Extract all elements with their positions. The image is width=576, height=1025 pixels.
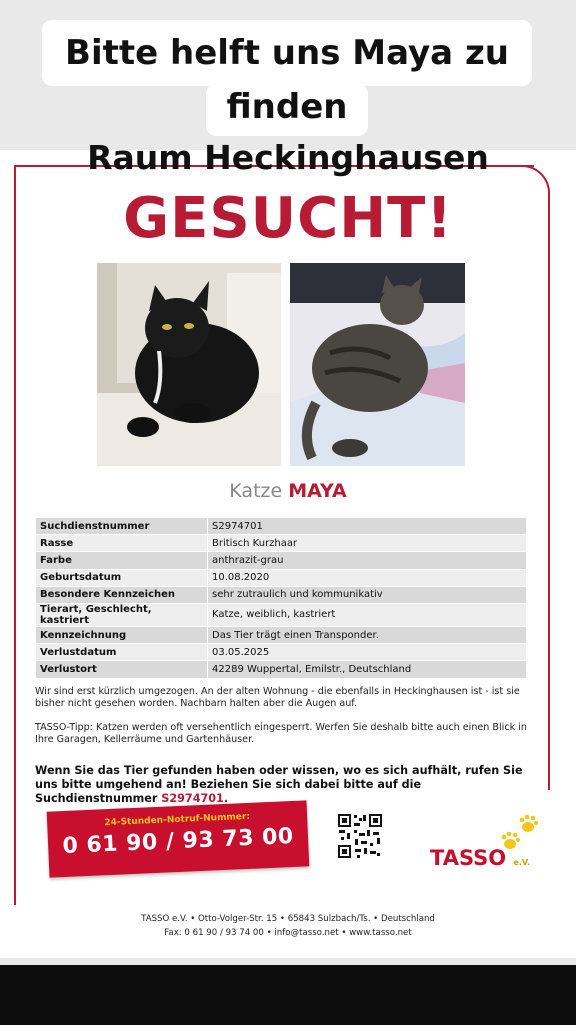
story-bottom-bar	[0, 965, 576, 1025]
hotline-label: 24-Stunden-Notruf-Nummer:	[104, 811, 251, 829]
qr-code-icon[interactable]	[337, 813, 383, 859]
call-to-action	[35, 764, 535, 806]
tasso-logo	[430, 846, 530, 870]
footer-contact: Fax: 0 61 90 / 93 74 00 • info@tasso.net • www.tasso.net	[164, 928, 412, 938]
table-value: S2974701	[208, 518, 527, 535]
table-value: sehr zutraulich und kommunikativ	[208, 586, 527, 603]
hotline-number[interactable]: 0 61 90 / 93 73 00	[61, 823, 295, 860]
cat-name: MAYA	[288, 480, 347, 502]
table-row	[36, 661, 527, 678]
table-value: anthrazit-grau	[208, 552, 527, 569]
table-key: Geburtsdatum	[36, 569, 208, 586]
species-label: Katze	[229, 480, 283, 502]
headline-line-1: Bitte helft uns Maya zu	[42, 20, 532, 86]
qr-code-graphic	[337, 813, 383, 859]
search-service-number: S2974701.	[161, 792, 229, 805]
table-row	[36, 586, 527, 603]
table-row	[36, 644, 527, 661]
moving-note: Wir sind erst kürzlich umgezogen. An der alten Wohnung - die ebenfalls in Heckinghausen ist - ist sie bisher nicht gesehen worden. Nachbarn halten aber die Augen auf.	[35, 686, 520, 709]
table-value: Britisch Kurzhaar	[208, 535, 527, 552]
tasso-tip: TASSO-Tipp: Katzen werden oft versehentlich eingesperrt. Werfen Sie deshalb bitte auch einen Blick in Ihre Garagen, Kellerräume und Gartenhäuser.	[35, 722, 527, 745]
cat-photo-1-illustration	[97, 263, 281, 466]
call-to-action-text: Wenn Sie das Tier gefunden haben oder wissen, wo es sich aufhält, rufen Sie uns bitte umgehend an! Beziehen Sie sich dabei bitte auf die Suchdienstnummer	[35, 764, 523, 805]
table-row	[36, 603, 527, 626]
table-row	[36, 535, 527, 552]
table-value: Das Tier trägt einen Transponder.	[208, 626, 527, 643]
table-value: 03.05.2025	[208, 644, 527, 661]
table-value: 42289 Wuppertal, Emilstr., Deutschland	[208, 661, 527, 678]
table-key: Tierart, Geschlecht, kastriert	[36, 603, 208, 626]
hotline-banner	[47, 800, 310, 877]
table-key: Kennzeichnung	[36, 626, 208, 643]
poster-title: GESUCHT!	[123, 186, 453, 251]
table-row	[36, 569, 527, 586]
table-key: Verlustdatum	[36, 644, 208, 661]
table-row	[36, 518, 527, 535]
headline-line-3: Raum Heckinghausen	[87, 138, 489, 177]
cat-photo-1	[97, 263, 281, 466]
tasso-logo-text: TASSO	[430, 846, 507, 870]
table-key: Rasse	[36, 535, 208, 552]
table-value: Katze, weiblich, kastriert	[208, 603, 527, 626]
table-key: Verlustort	[36, 661, 208, 678]
poster-border-left	[14, 165, 16, 905]
cat-info-table	[35, 517, 527, 679]
cat-photo-2-illustration	[290, 263, 465, 466]
footer-address: TASSO e.V. • Otto-Volger-Str. 15 • 65843 Sulzbach/Ts. • Deutschland	[141, 914, 435, 924]
table-row	[36, 552, 527, 569]
tasso-logo-suffix: e.V.	[513, 858, 531, 867]
headline-line-2: finden	[206, 84, 368, 136]
table-key: Besondere Kennzeichen	[36, 586, 208, 603]
cat-photo-2	[290, 263, 465, 466]
table-row	[36, 626, 527, 643]
table-key: Farbe	[36, 552, 208, 569]
cat-name-label	[0, 480, 576, 502]
table-value: 10.08.2020	[208, 569, 527, 586]
table-key: Suchdienstnummer	[36, 518, 208, 535]
